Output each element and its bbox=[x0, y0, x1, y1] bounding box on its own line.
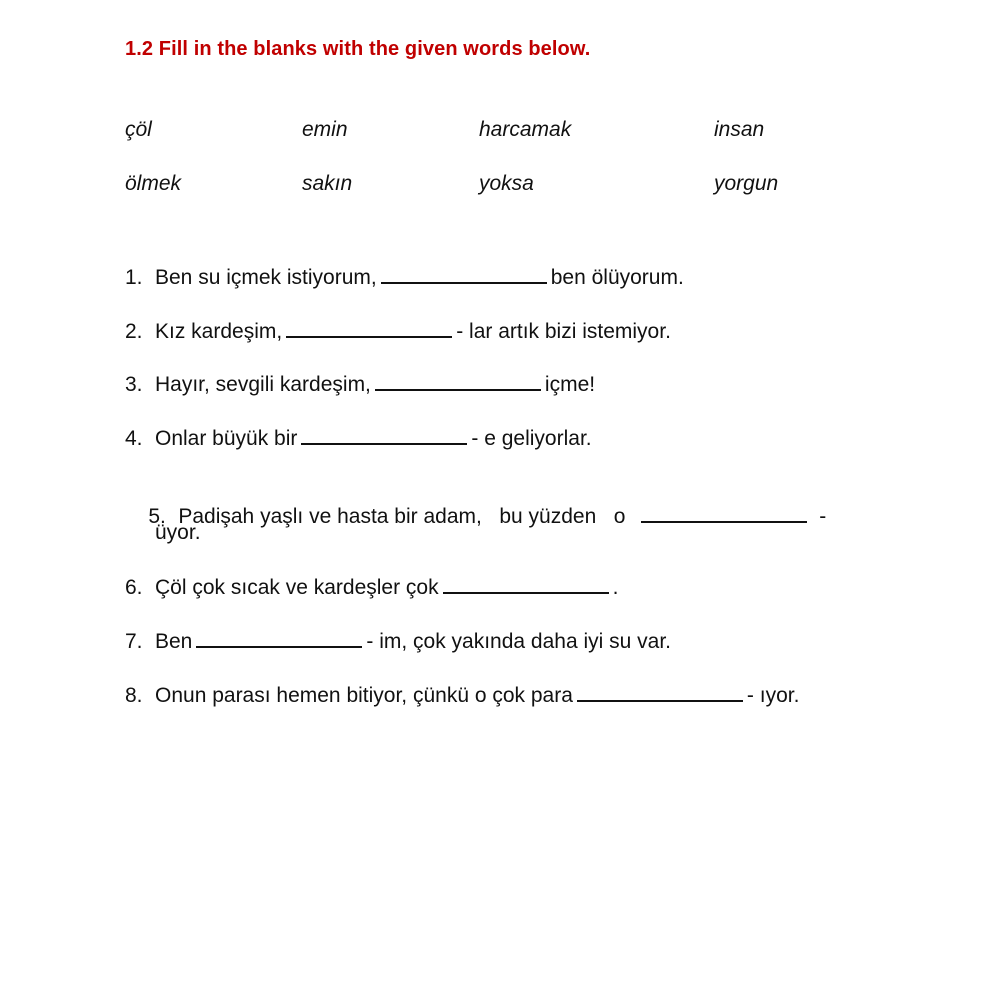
item-text-before: Padişah yaşlı ve hasta bir adam, bu yüzden o bbox=[178, 505, 626, 528]
item-text-before: Onun parası hemen bitiyor, çünkü o çok para bbox=[155, 684, 573, 707]
item-text-after: - lar artık bizi istemiyor. bbox=[456, 320, 671, 343]
blank-field[interactable] bbox=[443, 574, 609, 594]
item-text-before: Hayır, sevgili kardeşim, bbox=[155, 373, 371, 396]
blank-field[interactable] bbox=[381, 264, 547, 284]
word-bank-item: insan bbox=[714, 118, 765, 141]
item-number: 8. bbox=[125, 684, 143, 707]
item-text-after: . bbox=[612, 576, 619, 599]
item-number: 2. bbox=[125, 320, 143, 343]
exercise-item bbox=[125, 371, 595, 397]
item-text-before: Kız kardeşim, bbox=[155, 320, 283, 343]
blank-field[interactable] bbox=[641, 503, 807, 523]
word-bank-item: harcamak bbox=[479, 118, 572, 141]
item-text-after: - ıyor. bbox=[746, 684, 800, 707]
item-text-after: - bbox=[819, 505, 827, 528]
word-bank-item: sakın bbox=[302, 172, 353, 195]
blank-field[interactable] bbox=[375, 371, 541, 391]
item-number: 6. bbox=[125, 576, 143, 599]
exercise-heading: 1.2 Fill in the blanks with the given words below. bbox=[125, 38, 591, 60]
word-bank-item: çöl bbox=[125, 118, 152, 141]
item-text-after: - im, çok yakında daha iyi su var. bbox=[366, 630, 672, 653]
blank-field[interactable] bbox=[286, 318, 452, 338]
exercise-item bbox=[125, 574, 618, 600]
item-number: 7. bbox=[125, 630, 143, 653]
exercise-item bbox=[125, 682, 799, 708]
exercise-item bbox=[125, 264, 684, 290]
item-number: 1. bbox=[125, 266, 143, 289]
item-text-before: Ben su içmek istiyorum, bbox=[155, 266, 377, 289]
item-text-after: ben ölüyorum. bbox=[550, 266, 684, 289]
blank-field[interactable] bbox=[301, 425, 467, 445]
exercise-item bbox=[125, 318, 671, 344]
item-text-before: Onlar büyük bir bbox=[155, 427, 298, 450]
exercise-item bbox=[125, 479, 867, 553]
word-bank-item: emin bbox=[302, 118, 348, 141]
exercise-item bbox=[125, 628, 671, 654]
blank-field[interactable] bbox=[196, 628, 362, 648]
exercise-item bbox=[125, 425, 592, 451]
item-continuation: üyor. bbox=[155, 521, 201, 544]
item-number: 3. bbox=[125, 373, 143, 396]
word-bank-item: ölmek bbox=[125, 172, 182, 195]
item-text-after: - e geliyorlar. bbox=[471, 427, 592, 450]
word-bank-item: yorgun bbox=[714, 172, 779, 195]
item-text-after: içme! bbox=[544, 373, 596, 396]
item-number: 4. bbox=[125, 427, 143, 450]
word-bank-item: yoksa bbox=[479, 172, 534, 195]
item-number: 5. bbox=[148, 505, 166, 528]
item-text-before: Ben bbox=[155, 630, 193, 653]
item-text-before: Çöl çok sıcak ve kardeşler çok bbox=[155, 576, 439, 599]
blank-field[interactable] bbox=[577, 682, 743, 702]
